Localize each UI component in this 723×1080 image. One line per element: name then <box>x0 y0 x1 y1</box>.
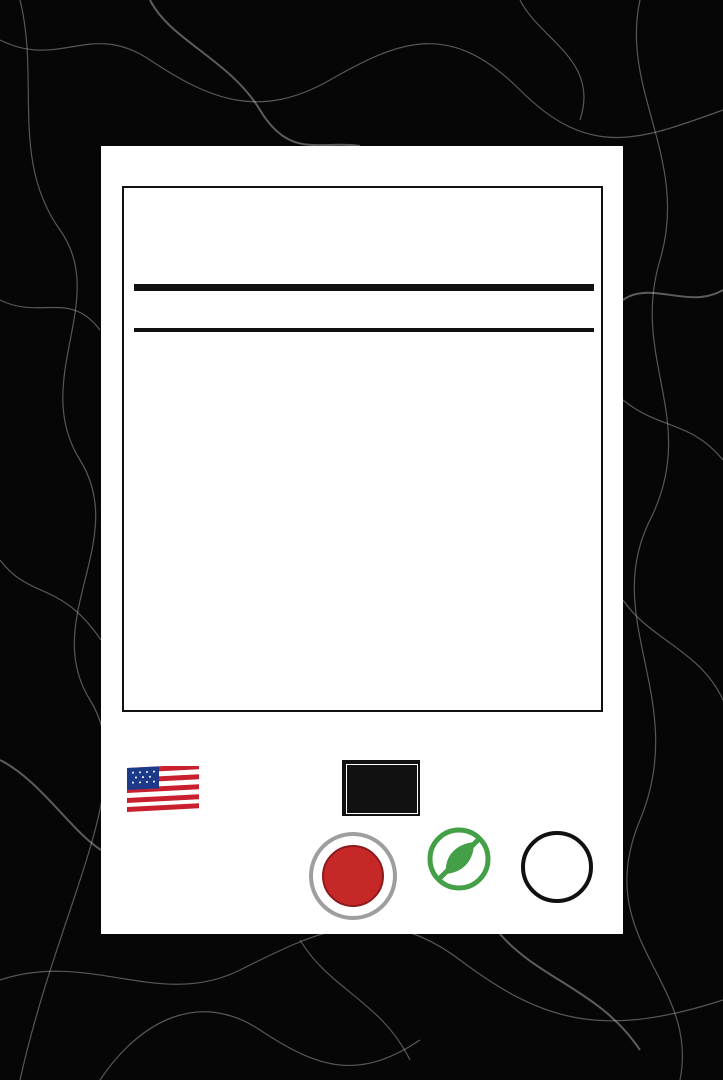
no-sugar-line-3 <box>524 859 594 884</box>
supplement-facts-panel <box>122 186 603 712</box>
leaf-icon <box>426 826 492 892</box>
cognatiq-logo <box>432 762 602 814</box>
gmp-seal-icon <box>307 830 399 922</box>
thick-divider <box>134 284 594 291</box>
us-flag-icon <box>127 766 199 812</box>
no-sugar-line-2 <box>520 849 590 874</box>
no-sugars-added-badge <box>520 830 594 904</box>
astragin-logo <box>136 846 276 890</box>
made-in-usa-badge <box>127 764 332 814</box>
header-divider <box>134 328 594 332</box>
no3t-badge <box>342 760 420 816</box>
vegan-leaf-badge <box>426 826 492 892</box>
gmp-seal <box>307 830 399 922</box>
no-sugar-line-1 <box>516 838 586 863</box>
